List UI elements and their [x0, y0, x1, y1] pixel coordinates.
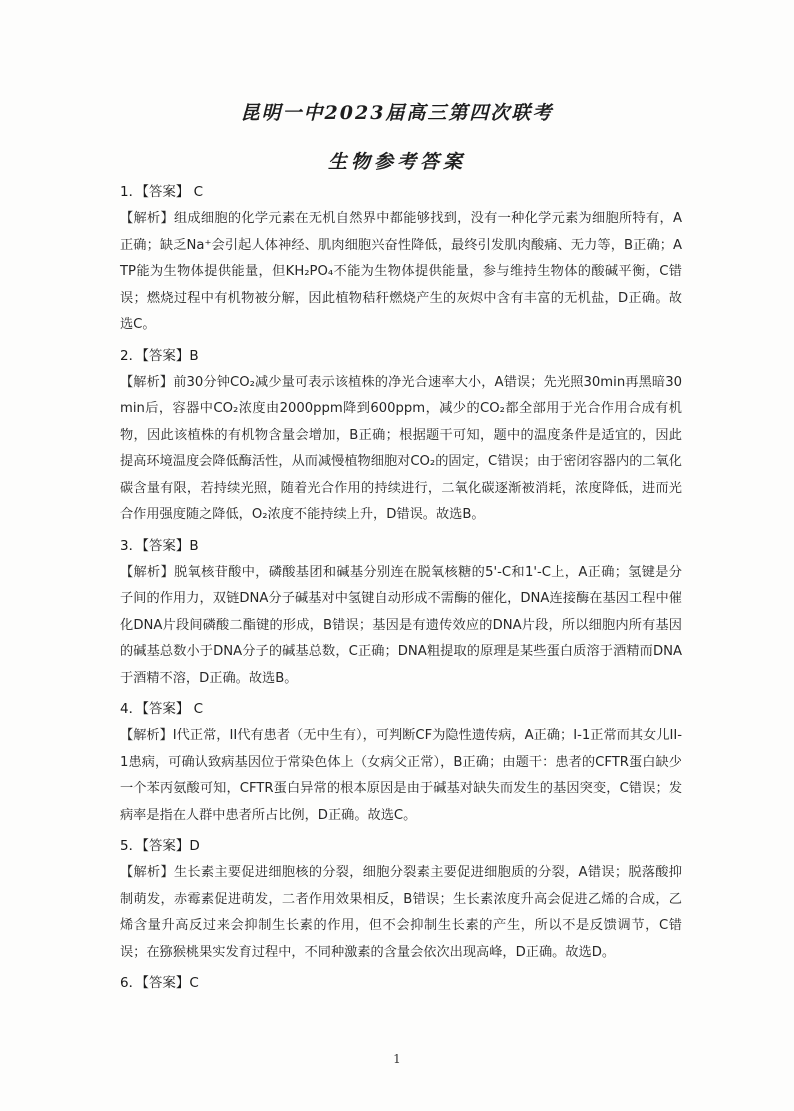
answer-1: 1．【答案】 C [120, 184, 204, 200]
page-number: 1 [393, 1052, 401, 1066]
answer-4: 4．【答案】 C [120, 701, 204, 717]
document-title: 昆明一中2023届高三第四次联考 [240, 102, 554, 124]
analysis-5: 【解析】生长素主要促进细胞核的分裂，细胞分裂素主要促进细胞质的分裂，A错误；脱落酸抑制萌发，赤霉素促进萌发，二者作用效果相反，B错误；生长素浓度升高会促进乙烯的合成，乙烯含量升高反过来会抑制生长素的作用，但不会抑制生长素的产生，所以不是反馈调节，C错误；在猕猴桃果实发育过程中，不同种激素的含量会依次出现高峰，D正确。故选D。 [120, 865, 682, 960]
analysis-4: 【解析】I代正常，II代有患者（无中生有），可判断CF为隐性遗传病，A正确；I-1正常而其女儿II-1患病，可确认致病基因位于常染色体上（女病父正常），B正确；由题干：患者的CFTR蛋白缺少一个苯丙氨酸可知，CFTR蛋白异常的根本原因是由于碱基对缺失而发生的基因突变，C错误；发病率是指在人群中患者所占比例，D正确。故选C。 [120, 728, 682, 823]
answer-6: 6．【答案】C [120, 975, 199, 991]
analysis-1: 【解析】组成细胞的化学元素在无机自然界中都能够找到，没有一种化学元素为细胞所特有，A正确；缺乏Na⁺会引起人体神经、肌肉细胞兴奋性降低，最终引发肌肉酸痛、无力等，B正确；ATP能为生物体提供能量，但KH₂PO₄不能为生物体提供能量，参与维持生物体的酸碱平衡，C错误；燃烧过程中有机物被分解，因此植物秸秆燃烧产生的灰烬中含有丰富的无机盐，D正确。故选C。 [120, 211, 682, 332]
answer-list [120, 178, 682, 997]
analysis-3: 【解析】脱氧核苷酸中，磷酸基团和碱基分别连在脱氧核糖的5'-C和1'-C上，A正确；氢键是分子间的作用力，双链DNA分子碱基对中氢键自动形成不需酶的催化，DNA连接酶在基因工程中催化DNA片段间磷酸二酯键的形成，B错误；基因是有遗传效应的DNA片段，所以细胞内所有基因的碱基总数小于DNA分子的碱基总数，C正确；DNA粗提取的原理是某些蛋白质溶于酒精而DNA于酒精不溶，D正确。故选B。 [120, 564, 682, 686]
analysis-2: 【解析】前30分钟CO₂减少量可表示该植株的净光合速率大小，A错误；先光照30min再黑暗30min后，容器中CO₂浓度由2000ppm降到600ppm，减少的CO₂都全部用于光合作用合成有机物，因此该植株的有机物含量会增加，B正确；根据题干可知，题中的温度条件是适宜的，因此提高环境温度会降低酶活性，从而减慢植物细胞对CO₂的固定，C错误；由于密闭容器内的二氧化碳含量有限，若持续光照，随着光合作用的持续进行，二氧化碳逐渐被消耗，浓度降低，进而光合作用强度随之降低，O₂浓度不能持续上升，D错误。故选B。 [120, 374, 682, 522]
answer-2: 2．【答案】B [120, 347, 199, 364]
answer-5: 5．【答案】D [120, 838, 200, 854]
answer-3: 3．【答案】B [120, 537, 199, 554]
document-subtitle: 生物参考答案 [327, 151, 466, 173]
